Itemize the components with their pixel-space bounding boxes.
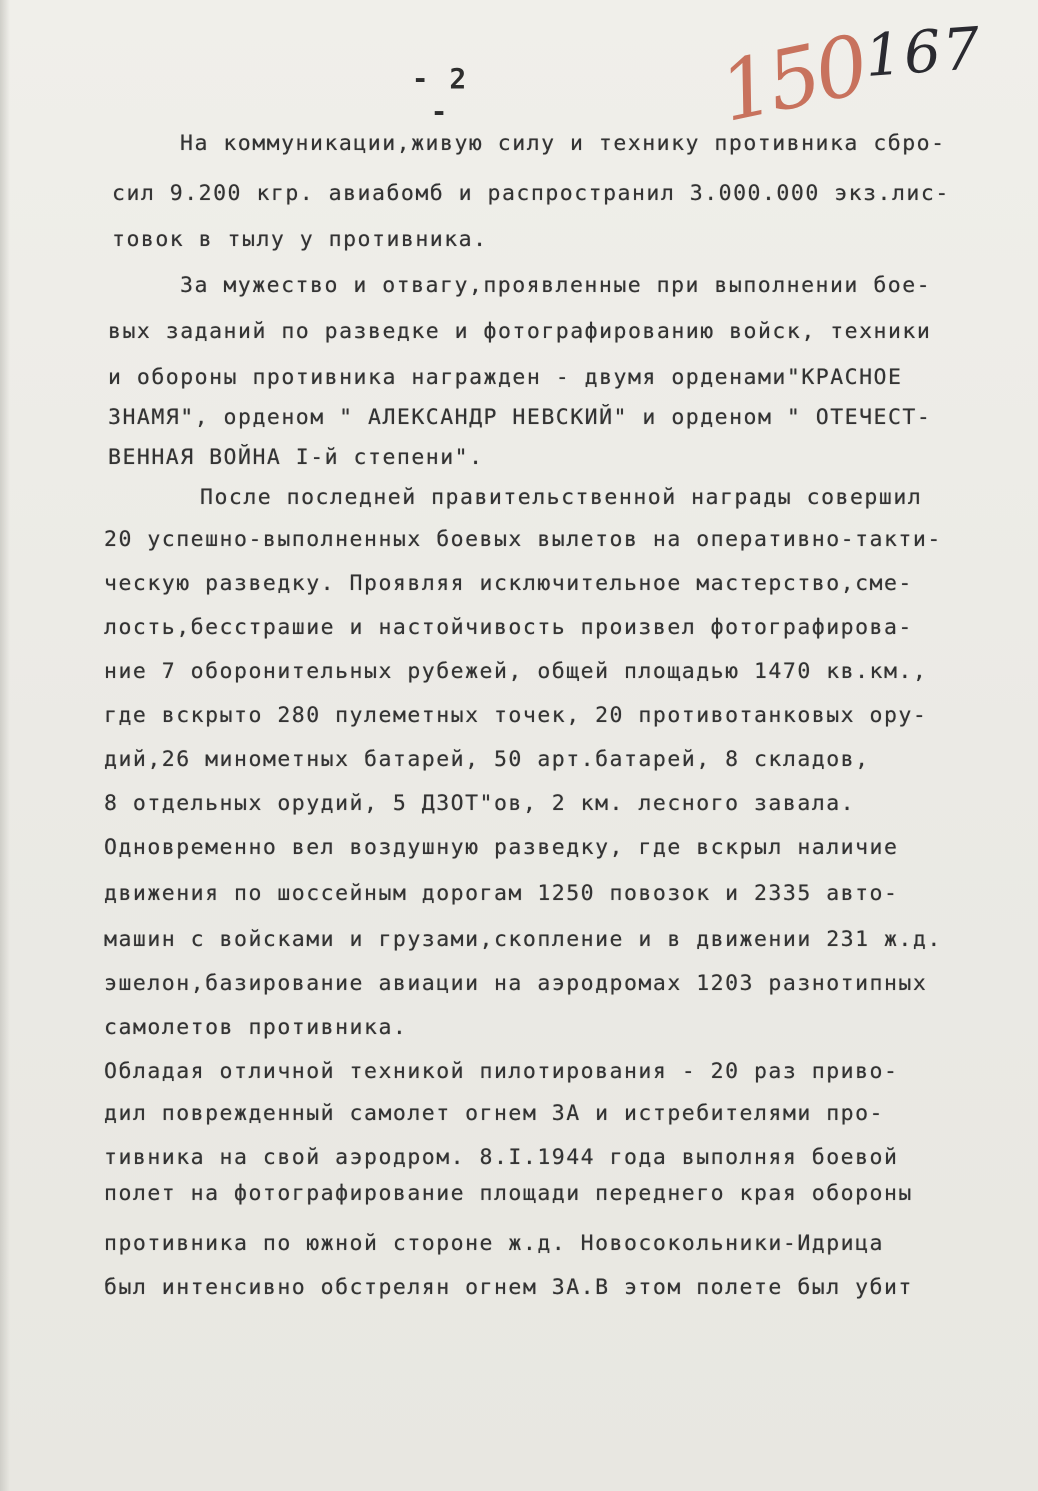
- text-line: полет на фотографирование площади переднего края обороны: [104, 1181, 913, 1206]
- text-line: ВЕННАЯ ВОЙНА I-й степени".: [108, 445, 484, 470]
- archive-number-handwritten: 167: [862, 14, 984, 90]
- text-line: движения по шоссейным дорогам 1250 повозок и 2335 авто-: [104, 881, 899, 906]
- text-line: самолетов противника.: [104, 1015, 408, 1040]
- text-line: За мужество и отвагу,проявленные при выполнении бое-: [180, 273, 932, 298]
- text-line: вых заданий по разведке и фотографированию войск, техники: [108, 319, 932, 344]
- archive-number-crossed-out: 150: [712, 17, 874, 141]
- text-line: сил 9.200 кгр. авиабомб и распространил 3.000.000 экз.лис-: [112, 181, 950, 206]
- text-line: машин с войсками и грузами,скопление и в движении 231 ж.д.: [104, 927, 942, 952]
- page-number: - 2 -: [411, 62, 469, 128]
- page-edge-shadow: [0, 0, 10, 1491]
- text-line: лость,бесстрашие и настойчивость произвел фотографирова-: [104, 615, 913, 640]
- text-line: ЗНАМЯ", орденом " АЛЕКСАНДР НЕВСКИЙ" и орденом " ОТЕЧЕСТ-: [108, 405, 932, 430]
- text-line: дий,26 минометных батарей, 50 арт.батарей, 8 складов,: [104, 747, 870, 772]
- text-line: и обороны противника награжден - двумя орденами"КРАСНОЕ: [108, 365, 903, 390]
- text-line: 20 успешно-выполненных боевых вылетов на оперативно-такти-: [104, 527, 942, 552]
- text-line: После последней правительственной награды совершил: [200, 485, 923, 510]
- text-line: ческую разведку. Проявляя исключительное мастерство,сме-: [104, 571, 913, 596]
- text-line: где вскрыто 280 пулеметных точек, 20 противотанковых ору-: [104, 703, 928, 728]
- text-line: Одновременно вел воздушную разведку, где вскрыл наличие: [104, 835, 899, 860]
- text-line: противника по южной стороне ж.д. Новосокольники-Идрица: [104, 1231, 884, 1256]
- text-line: На коммуникации,живую силу и технику противника сбро-: [180, 131, 946, 156]
- text-line: товок в тылу у противника.: [112, 227, 488, 252]
- text-line: ние 7 оборонительных рубежей, общей площадью 1470 кв.км.,: [104, 659, 928, 684]
- text-line: 8 отдельных орудий, 5 ДЗОТ"ов, 2 км. лесного завала.: [104, 791, 856, 816]
- text-line: дил поврежденный самолет огнем ЗА и истребителями про-: [104, 1101, 884, 1126]
- text-line: Обладая отличной техникой пилотирования - 20 раз приво-: [104, 1059, 899, 1084]
- text-line: эшелон,базирование авиации на аэродромах 1203 разнотипных: [104, 971, 928, 996]
- text-line: тивника на свой аэродром. 8.I.1944 года выполняя боевой: [104, 1145, 899, 1170]
- text-line: был интенсивно обстрелян огнем ЗА.В этом полете был убит: [104, 1275, 913, 1300]
